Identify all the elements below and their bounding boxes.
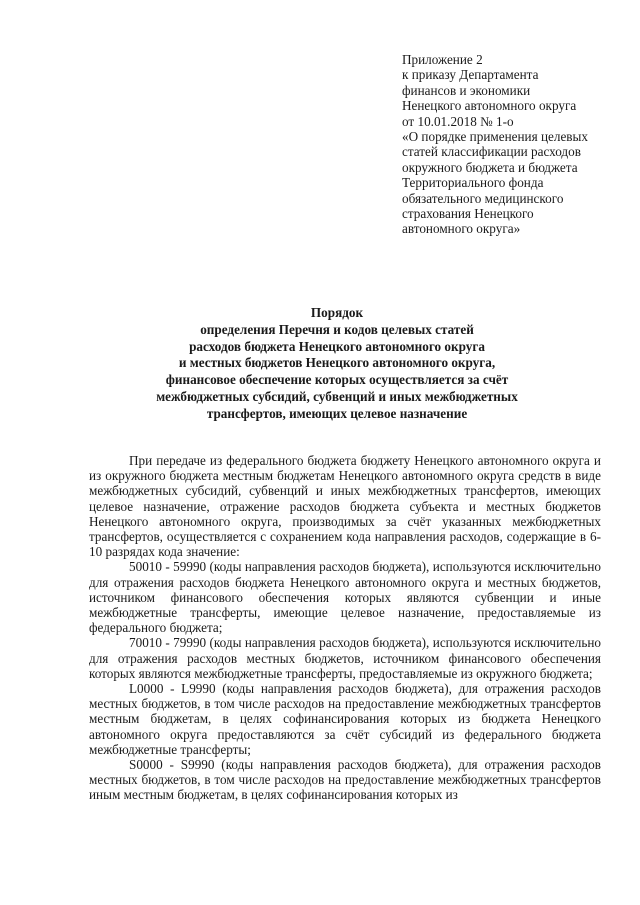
title-line: определения Перечня и кодов целевых статей [200, 321, 474, 337]
appendix-line: «О порядке применения целевых [402, 129, 588, 145]
document-title [80, 305, 594, 423]
body-paragraph-codes-l: L0000 - L9990 (коды направления расходов бюджета), для отражения расходов местных бюджетов, в том числе расходов на предоставление межбюджетных трансфертов местным бюджетам, в целях софинансирования которых из бюджета Ненецкого автономного округа предоставляются за счёт субсидий из федерального бюджета межбюджетные трансферты; [89, 681, 601, 757]
title-line: финансовое обеспечение которых осуществляется за счёт [165, 372, 509, 388]
body-paragraph-intro: При передаче из федерального бюджета бюджету Ненецкого автономного округа и из окружного бюджета местным бюджетам Ненецкого автономного округа средств в виде межбюджетных субсидий, субвенций и иных межбюджетных трансфертов, имеющих целевое назначение, отражение расходов бюджета субъекта и местных бюджетов Ненецкого автономного округа, производимых за счёт указанных межбюджетных трансфертов, осуществляется с сохранением кода направления расходов, содержащие в 6-10 разрядах кода значение: [89, 453, 601, 560]
appendix-line: статей классификации расходов [402, 144, 581, 160]
title-line: межбюджетных субсидий, субвенций и иных межбюджетных [156, 388, 518, 404]
body-paragraph-codes-s: S0000 - S9990 (коды направления расходов бюджета), для отражения расходов местных бюджетов, в том числе расходов на предоставление межбюджетных трансфертов иным местным бюджетам, в целях софинансирования которых из [89, 757, 601, 803]
appendix-line: Приложение 2 [402, 52, 483, 67]
appendix-line: Территориального фонда [402, 175, 544, 191]
body-paragraph-codes-7: 70010 - 79990 (коды направления расходов бюджета), используются исключительно для отражения расходов местных бюджетов, источником финансового обеспечения которых являются межбюджетные трансферты, предоставляемые из окружного бюджета; [89, 635, 601, 681]
title-line: расходов бюджета Ненецкого автономного округа [189, 338, 485, 354]
title-line: трансфертов, имеющих целевое назначение [206, 405, 468, 421]
appendix-line: автономного округа» [402, 221, 521, 237]
body-paragraph-codes-5: 50010 - 59990 (коды направления расходов бюджета), используются исключительно для отражения расходов бюджета Ненецкого автономного округа и местных бюджетов, источником финансового обеспечения которых являются субвенции и иные межбюджетные трансферты, имеющие целевое назначение, предоставляемые из федерального бюджета; [89, 559, 601, 636]
title-line: Порядок [310, 305, 364, 320]
appendix-header [402, 52, 632, 237]
appendix-line: окружного бюджета и бюджета [402, 159, 578, 175]
document-body [89, 453, 601, 803]
appendix-line: страхования Ненецкого [402, 206, 534, 222]
appendix-line: Ненецкого автономного округа [402, 98, 577, 114]
appendix-line: от 10.01.2018 № 1-о [402, 113, 514, 129]
title-line: и местных бюджетов Ненецкого автономного округа, [178, 355, 496, 371]
appendix-line: обязательного медицинского [402, 190, 564, 206]
appendix-line: финансов и экономики [402, 82, 531, 98]
appendix-line: к приказу Департамента [402, 67, 539, 83]
